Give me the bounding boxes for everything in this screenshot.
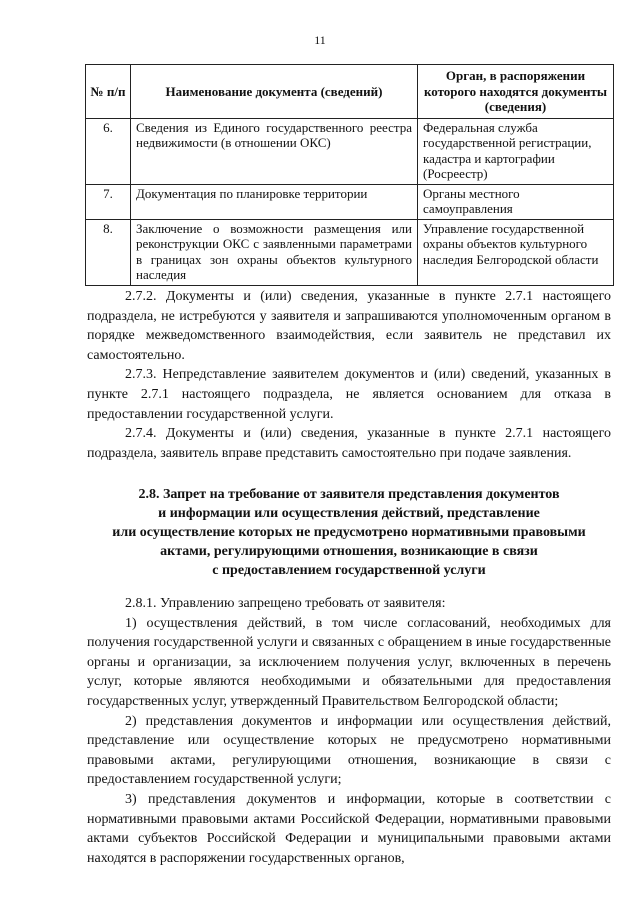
paragraph-item-2: 2) представления документов и информации или осуществления действий, представление или осуществление которых не предусмотрено нормативными правовыми актами, регулирующими отношения, возникающие в связи с предоставлением государственной услуги; [87,713,611,788]
header-organ: Орган, в распоряжении которого находятся документы (сведения) [418,65,614,119]
row-num: 7. [86,184,131,219]
paragraph-item-3: 3) представления документов и информации, которые в соответствии с нормативными правовыми актами Российской Федерации, нормативными правовыми актами субъектов Российской Федерации и муниципальными правовыми актами находятся в распоряжении государственных органов, [87,791,611,866]
heading-line: с предоставлением государственной услуги [212,563,486,578]
section-2-8-heading [87,485,611,580]
section-2-7-text [87,287,611,463]
heading-line: и информации или осуществления действий, представление [158,506,540,521]
heading-line: 2.8. Запрет на требование от заявителя представления документов [138,487,560,502]
row-organ: Органы местного самоуправления [418,184,614,219]
table-row [86,118,614,184]
table-header-row [86,65,614,119]
row-document-name: Сведения из Единого государственного реестра недвижимости (в отношении ОКС) [131,118,418,184]
paragraph-2-7-4: 2.7.4. Документы и (или) сведения, указанные в пункте 2.7.1 настоящего подраздела, заявитель вправе представить самостоятельно при подаче заявления. [87,426,611,461]
row-num: 8. [86,219,131,285]
paragraph-2-8-1: 2.8.1. Управлению запрещено требовать от заявителя: [125,596,446,611]
header-num: № п/п [86,65,131,119]
documents-table [85,64,614,286]
section-2-8-text [87,594,611,868]
heading-line: актами, регулирующими отношения, возникающие в связи [160,544,538,559]
row-num: 6. [86,118,131,184]
row-organ: Управление государственной охраны объектов культурного наследия Белгородской области [418,219,614,285]
row-organ: Федеральная служба государственной регистрации, кадастра и картографии (Росреестр) [418,118,614,184]
paragraph-item-1: 1) осуществления действий, в том числе согласований, необходимых для получения государственной услуги и связанных с обращением в иные государственные органы и организации, за исключением получения услуг, включенных в перечень услуг, которые являются необходимыми и обязательными для предоставления государственных услуг, утвержденный Правительством Белгородской области; [87,615,611,709]
table-row [86,219,614,285]
paragraph-2-7-2: 2.7.2. Документы и (или) сведения, указанные в пункте 2.7.1 настоящего подраздела, не истребуются у заявителя и запрашиваются уполномоченным органом в порядке межведомственного взаимодействия, если заявитель не представил их самостоятельно. [87,289,611,363]
row-document-name: Заключение о возможности размещения или реконструкции ОКС с заявленными параметрами в границах зон охраны объектов культурного наследия [131,219,418,285]
table-row [86,184,614,219]
paragraph-2-7-3: 2.7.3. Непредставление заявителем документов и (или) сведений, указанных в пункте 2.7.1 настоящего подраздела, не является основанием для отказа в предоставлении государственной услуги. [87,367,611,422]
page-number: 11 [314,33,326,47]
header-document-name: Наименование документа (сведений) [131,65,418,119]
heading-line: или осуществление которых не предусмотрено нормативными правовыми [112,525,586,540]
row-document-name: Документация по планировке территории [131,184,418,219]
